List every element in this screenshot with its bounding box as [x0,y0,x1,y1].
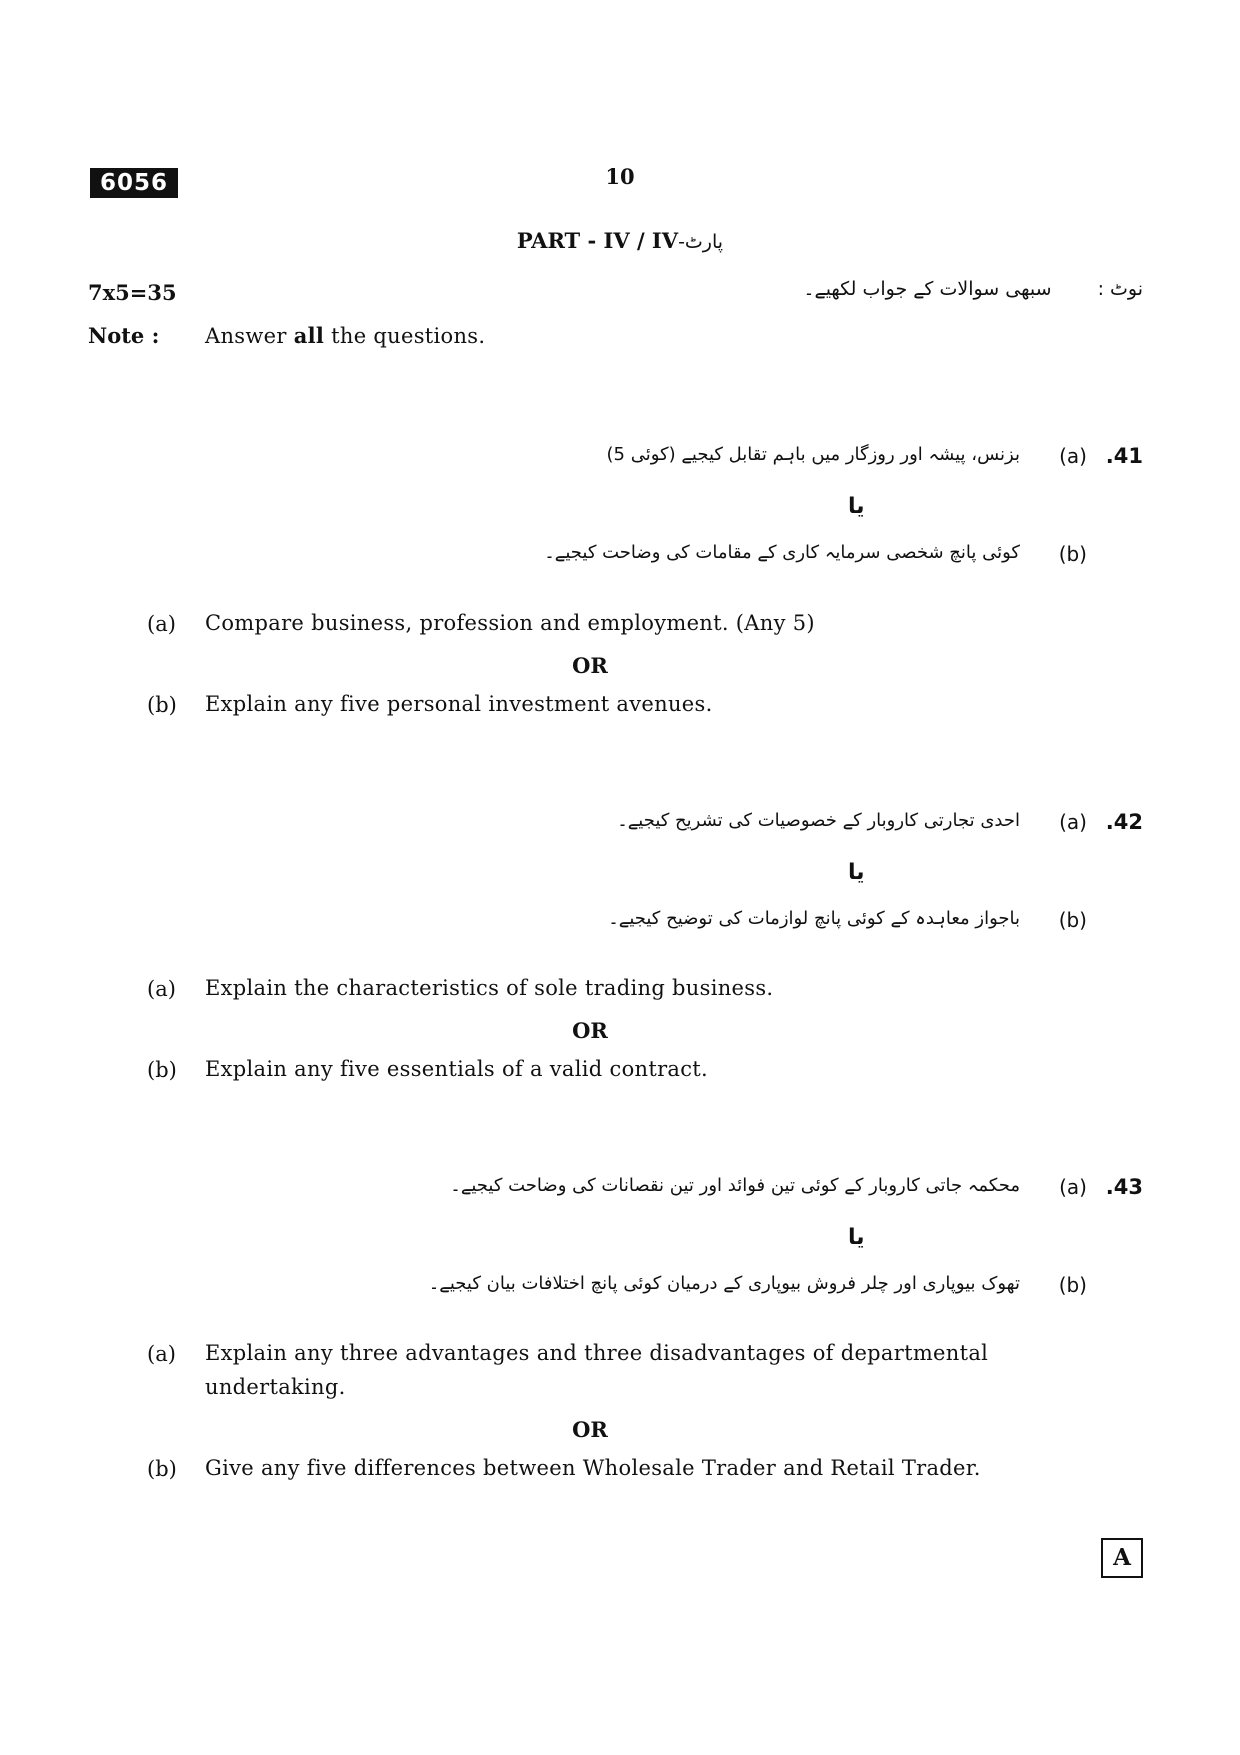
urdu-question-b: کوئی پانچ شخصی سرمایہ کاری کے مقامات کی وضاحت کیجیے۔ [544,542,1020,563]
note-label: Note : [88,323,160,348]
urdu-sub-b-label: (b) [1058,542,1087,566]
urdu-note-text: سبھی سوالات کے جواب لکھیے۔ [803,278,1052,300]
or-separator: OR [572,1417,608,1442]
urdu-or: یا [848,860,865,885]
urdu-question-b: تھوک بیوپاری اور چلر فروش بیوپاری کے درمیان کوئی پانچ اختلافات بیان کیجیے۔ [428,1273,1020,1294]
english-question-a: Explain the characteristics of sole trading business. [205,976,774,1000]
note-text [205,323,485,348]
urdu-question-a: احدی تجارتی کاروبار کے خصوصیات کی تشریح کیجیے۔ [617,810,1020,831]
urdu-sub-a-label: (a) [1059,1175,1087,1199]
note-text-before: Answer [205,324,294,348]
part-title-urdu: -پارٹ [678,231,724,253]
english-question-b: Give any five differences between Wholesale Trader and Retail Trader. [205,1456,981,1480]
urdu-sub-a-label: (a) [1059,444,1087,468]
english-sub-b-label: (b) [147,693,177,717]
marks-allocation: 7x5=35 [88,280,177,305]
urdu-or: یا [848,1225,865,1250]
english-question-a: Explain any three advantages and three disadvantages of departmental undertaking. [205,1341,989,1399]
page-number: 10 [605,164,635,189]
note-text-bold: all [293,323,325,348]
question-number: .42 [1105,810,1143,834]
english-sub-b-label: (b) [147,1058,177,1082]
or-separator: OR [572,653,608,678]
part-title-text: PART - IV / IV [516,228,679,253]
english-question-b: Explain any five essentials of a valid contract. [205,1057,709,1081]
question-number: .43 [1105,1175,1143,1199]
urdu-or: یا [848,494,865,519]
question-number: .41 [1105,444,1143,468]
urdu-question-a: محکمہ جاتی کاروبار کے کوئی تین فوائد اور تین نقصانات کی وضاحت کیجیے۔ [450,1175,1020,1196]
english-question-a: Compare business, profession and employment. (Any 5) [205,611,815,635]
english-sub-b-label: (b) [147,1457,177,1481]
english-question-b: Explain any five personal investment avenues. [205,692,713,716]
paper-code-badge: 6056 [90,168,178,198]
english-sub-a-label: (a) [147,977,176,1001]
english-sub-a-label: (a) [147,612,176,636]
urdu-note [803,278,1143,300]
or-separator: OR [572,1018,608,1043]
urdu-note-label: نوٹ : [1097,278,1143,300]
note-text-after: the questions. [324,324,486,348]
part-title [0,228,1240,253]
urdu-sub-a-label: (a) [1059,810,1087,834]
urdu-sub-b-label: (b) [1058,1273,1087,1297]
urdu-question-a: بزنس، پیشہ اور روزگار میں باہم تقابل کیجیے (کوئی 5) [606,444,1020,465]
english-sub-a-label: (a) [147,1342,176,1366]
urdu-sub-b-label: (b) [1058,908,1087,932]
urdu-question-b: باجواز معاہدہ کے کوئی پانچ لوازمات کی توضیح کیجیے۔ [608,908,1020,929]
booklet-series-box: A [1101,1538,1143,1578]
